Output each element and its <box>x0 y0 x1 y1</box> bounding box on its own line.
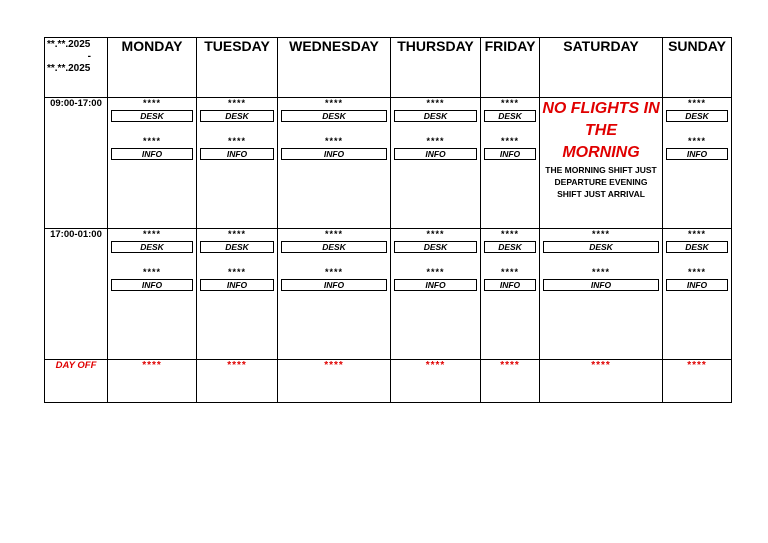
shift-cell <box>278 229 391 360</box>
shift-time: 09:00-17:00 <box>45 98 108 229</box>
desk-field[interactable]: DESK <box>394 241 477 253</box>
shift-cell <box>391 98 481 229</box>
desk-placeholder: **** <box>687 98 706 108</box>
shift-row-morning <box>45 98 732 229</box>
day-off-placeholder[interactable]: **** <box>278 360 391 403</box>
shift-cell <box>197 229 278 360</box>
info-placeholder: **** <box>426 136 445 146</box>
date-range-separator: - <box>87 51 91 62</box>
info-placeholder: **** <box>324 136 343 146</box>
info-field[interactable]: INFO <box>543 279 659 291</box>
info-field[interactable]: INFO <box>484 148 536 160</box>
info-placeholder: **** <box>687 267 706 277</box>
desk-field[interactable]: DESK <box>111 110 193 122</box>
info-placeholder: **** <box>426 267 445 277</box>
day-header-friday: FRIDAY <box>481 38 540 98</box>
day-header-sunday: SUNDAY <box>663 38 732 98</box>
desk-field[interactable]: DESK <box>200 241 274 253</box>
info-placeholder: **** <box>227 267 246 277</box>
day-header-wednesday: WEDNESDAY <box>278 38 391 98</box>
info-field[interactable]: INFO <box>111 279 193 291</box>
info-placeholder: **** <box>500 136 519 146</box>
shift-time: 17:00-01:00 <box>45 229 108 360</box>
shift-cell <box>481 98 540 229</box>
info-field[interactable]: INFO <box>200 279 274 291</box>
shift-cell <box>481 229 540 360</box>
shift-row-evening <box>45 229 732 360</box>
shift-cell <box>197 98 278 229</box>
desk-field[interactable]: DESK <box>281 110 387 122</box>
day-header-thursday: THURSDAY <box>391 38 481 98</box>
info-field[interactable]: INFO <box>111 148 193 160</box>
info-placeholder: **** <box>142 267 161 277</box>
day-off-placeholder[interactable]: **** <box>663 360 732 403</box>
day-off-placeholder[interactable]: **** <box>108 360 197 403</box>
info-placeholder: **** <box>142 136 161 146</box>
info-field[interactable]: INFO <box>281 279 387 291</box>
shift-cell <box>108 98 197 229</box>
day-off-placeholder[interactable]: **** <box>391 360 481 403</box>
shift-cell <box>663 98 732 229</box>
shift-cell <box>108 229 197 360</box>
saturday-morning-cell <box>540 98 663 229</box>
desk-placeholder: **** <box>142 229 161 239</box>
info-field[interactable]: INFO <box>666 148 728 160</box>
weekly-schedule-table <box>44 37 732 403</box>
desk-field[interactable]: DESK <box>666 110 728 122</box>
info-field[interactable]: INFO <box>484 279 536 291</box>
desk-field[interactable]: DESK <box>200 110 274 122</box>
notice-line: NO FLIGHTS IN <box>542 100 660 117</box>
desk-field[interactable]: DESK <box>394 110 477 122</box>
desk-field[interactable]: DESK <box>666 241 728 253</box>
info-placeholder: **** <box>227 136 246 146</box>
day-off-placeholder[interactable]: **** <box>481 360 540 403</box>
info-field[interactable]: INFO <box>394 148 477 160</box>
header-row <box>45 38 732 98</box>
day-off-placeholder[interactable]: **** <box>540 360 663 403</box>
desk-placeholder: **** <box>227 229 246 239</box>
info-placeholder: **** <box>500 267 519 277</box>
day-off-row <box>45 360 732 403</box>
info-field[interactable]: INFO <box>394 279 477 291</box>
notice-line: MORNING <box>562 144 640 161</box>
info-field[interactable]: INFO <box>281 148 387 160</box>
shift-cell <box>391 229 481 360</box>
info-field[interactable]: INFO <box>200 148 274 160</box>
day-header-saturday: SATURDAY <box>540 38 663 98</box>
desk-field[interactable]: DESK <box>484 241 536 253</box>
day-off-placeholder[interactable]: **** <box>197 360 278 403</box>
desk-placeholder: **** <box>591 229 610 239</box>
shift-cell <box>278 98 391 229</box>
desk-placeholder: **** <box>324 229 343 239</box>
desk-placeholder: **** <box>227 98 246 108</box>
shift-note: THE MORNING SHIFT JUST DEPARTURE EVENING SHIFT JUST ARRIVAL <box>545 165 657 199</box>
notice-line: THE <box>585 122 617 139</box>
desk-placeholder: **** <box>500 98 519 108</box>
desk-placeholder: **** <box>500 229 519 239</box>
desk-placeholder: **** <box>687 229 706 239</box>
desk-field[interactable]: DESK <box>543 241 659 253</box>
shift-cell <box>540 229 663 360</box>
info-placeholder: **** <box>591 267 610 277</box>
day-header-monday: MONDAY <box>108 38 197 98</box>
desk-placeholder: **** <box>324 98 343 108</box>
info-placeholder: **** <box>687 136 706 146</box>
desk-field[interactable]: DESK <box>111 241 193 253</box>
desk-field[interactable]: DESK <box>484 110 536 122</box>
desk-placeholder: **** <box>426 229 445 239</box>
desk-placeholder: **** <box>142 98 161 108</box>
day-off-label: DAY OFF <box>45 360 108 403</box>
date-range-end: **.**.2025 <box>47 63 91 74</box>
date-range-start: **.**.2025 <box>47 39 91 50</box>
info-field[interactable]: INFO <box>666 279 728 291</box>
no-flights-notice <box>540 98 662 164</box>
info-placeholder: **** <box>324 267 343 277</box>
day-header-tuesday: TUESDAY <box>197 38 278 98</box>
desk-placeholder: **** <box>426 98 445 108</box>
desk-field[interactable]: DESK <box>281 241 387 253</box>
shift-cell <box>663 229 732 360</box>
date-range-cell <box>45 38 108 98</box>
